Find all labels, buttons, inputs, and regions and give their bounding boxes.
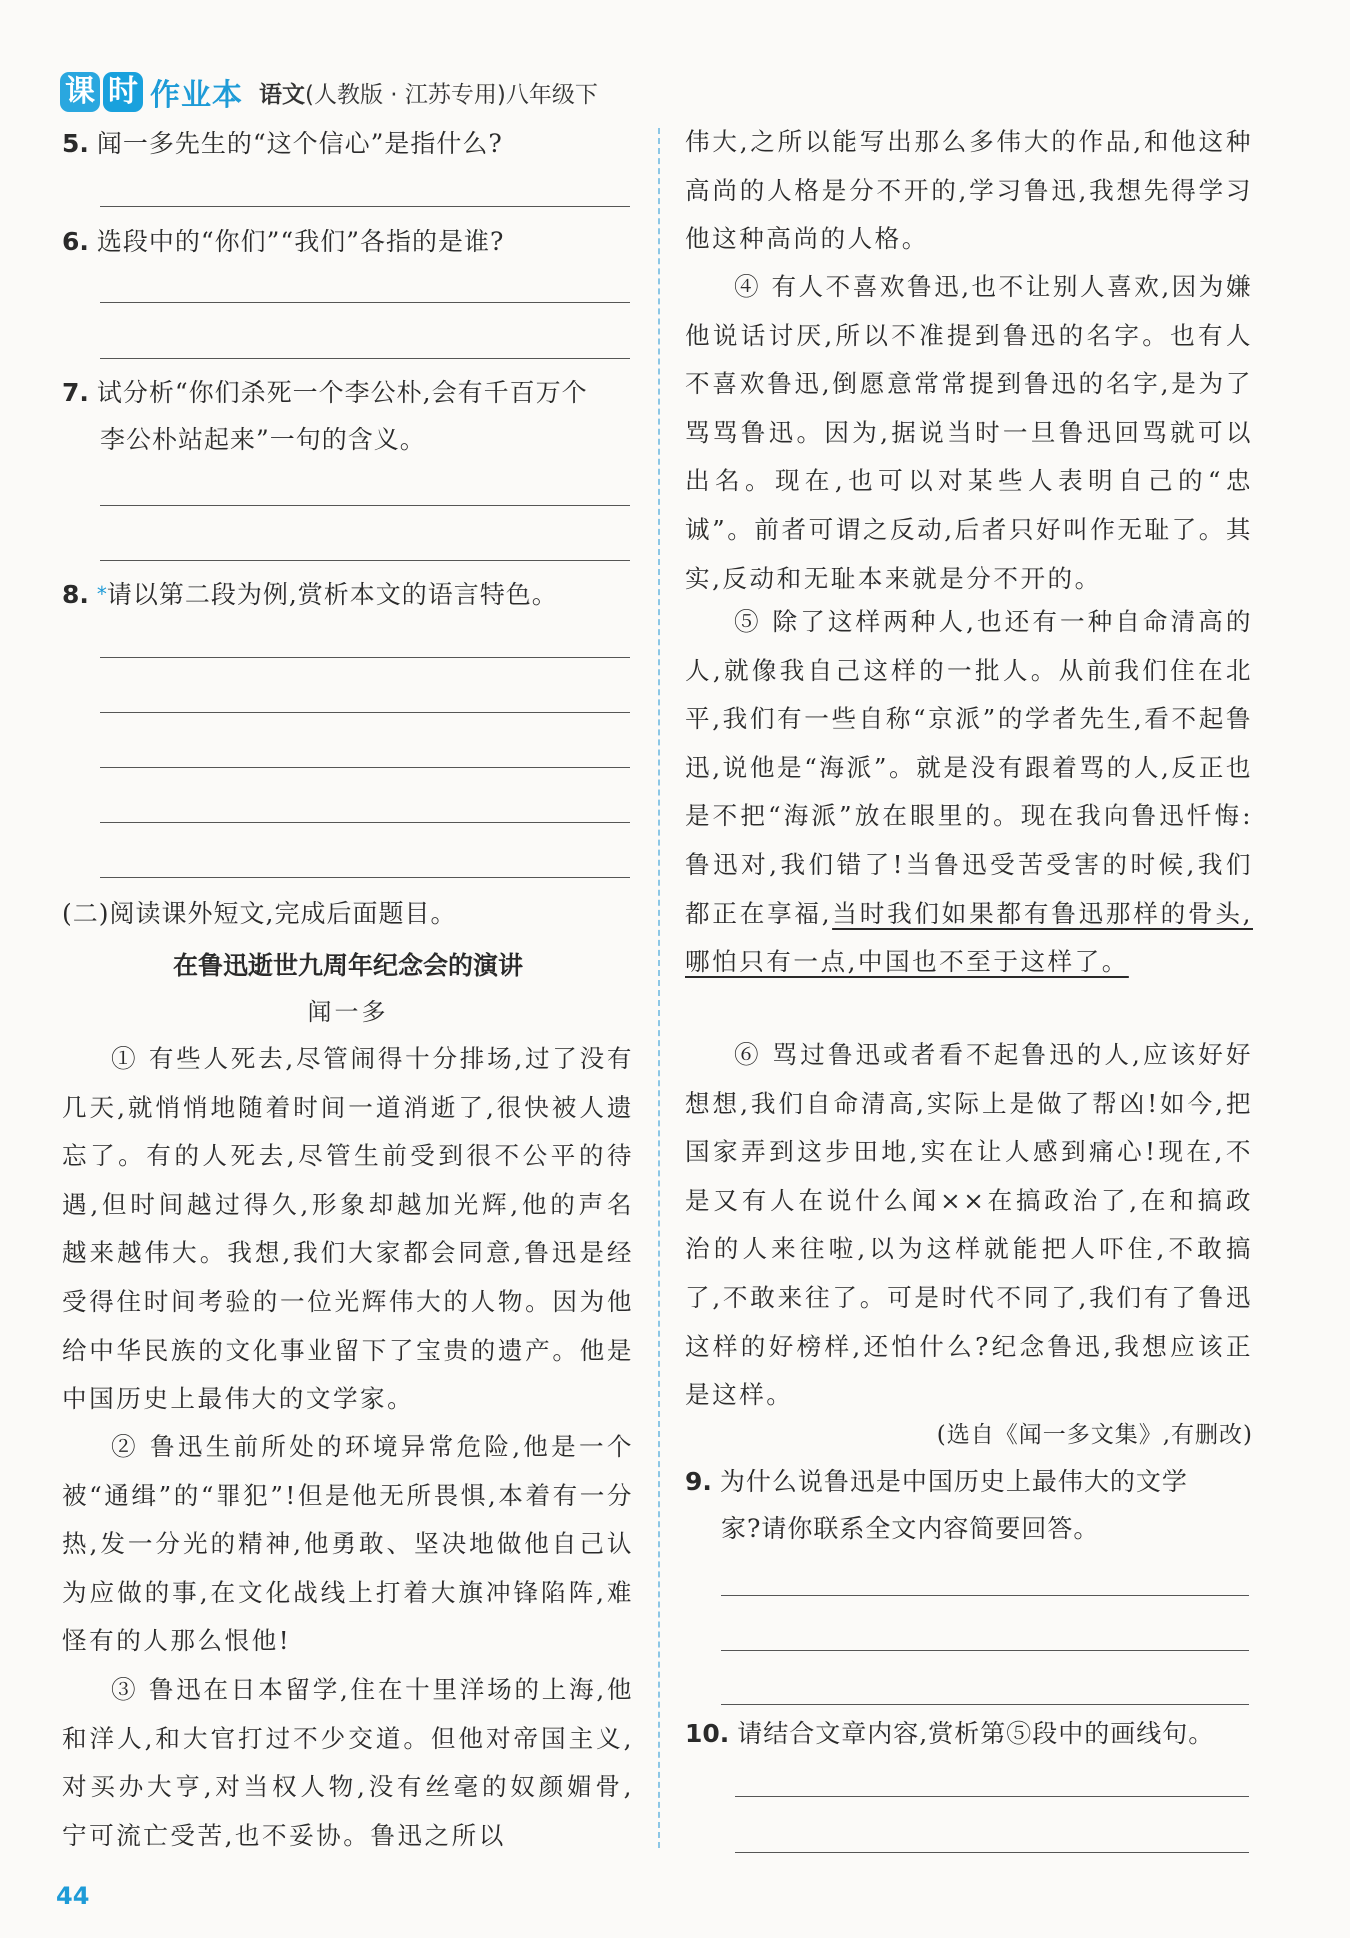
question-10 — [685, 1710, 1253, 1757]
question-6 — [62, 218, 634, 265]
question-number: 9. — [685, 1467, 712, 1496]
answer-line[interactable] — [100, 712, 630, 713]
answer-line[interactable] — [735, 1796, 1249, 1797]
answer-line[interactable] — [100, 877, 630, 878]
answer-line[interactable] — [100, 767, 630, 768]
answer-line[interactable] — [721, 1704, 1249, 1705]
logo-text: 作业本 — [150, 78, 243, 113]
article-paragraph-6: ⑥ 骂过鲁迅或者看不起鲁迅的人,应该好好想想,我们自命清高,实际上是做了帮凶!如今,把国家弄到这步田地,实在让人感到痛心!现在,不是又有人在说什么闻××在搞政治了,在和搞政治的人来往啦,以为这样就能把人吓住,不敢搞了,不敢来往了。可是时代不同了,我们有了鲁迅这样的好榜样,还怕什么?纪念鲁迅,我想应该正是这样。 — [685, 1040, 1253, 1410]
question-9 — [685, 1458, 1253, 1552]
answer-line[interactable] — [100, 822, 630, 823]
answer-line[interactable] — [100, 657, 630, 658]
subject-label: 语文 — [259, 81, 305, 108]
question-text: 请结合文章内容,赏析第⑤段中的画线句。 — [737, 1719, 1215, 1748]
article-paragraph-3: ③ 鲁迅在日本留学,住在十里洋场的上海,他和洋人,和大官打过不少交道。但他对帝国主义,对买办大亨,对当权人物,没有丝毫的奴颜媚骨,宁可流亡受苦,也不妥协。鲁迅之所以 — [62, 1675, 634, 1850]
answer-line[interactable] — [100, 302, 630, 303]
section-heading-text: (二)阅读课外短文,完成后面题目。 — [62, 899, 457, 928]
question-5 — [62, 120, 634, 167]
answer-line[interactable] — [100, 560, 630, 561]
edition-label: (人教版 · 江苏专用)八年级下 — [305, 81, 598, 108]
brand-logo — [60, 70, 243, 114]
answer-line[interactable] — [100, 505, 630, 506]
question-number: 7. — [62, 378, 89, 407]
question-number: 8. — [62, 580, 89, 609]
article-paragraph-5 — [685, 598, 1253, 987]
section-heading — [62, 890, 634, 937]
column-divider — [658, 128, 660, 1848]
question-8 — [62, 571, 634, 618]
header-subject — [259, 76, 598, 109]
question-number: 5. — [62, 129, 89, 158]
answer-line[interactable] — [721, 1650, 1249, 1651]
question-number: 10. — [685, 1719, 730, 1748]
article-title: 在鲁迅逝世九周年纪念会的演讲 — [172, 951, 523, 980]
question-7 — [62, 369, 634, 463]
logo-char-ke: 课 — [60, 72, 100, 112]
article-paragraph-4: ④ 有人不喜欢鲁迅,也不让别人喜欢,因为嫌他说话讨厌,所以不准提到鲁迅的名字。也有人不喜欢鲁迅,倒愿意常常提到鲁迅的名字,是为了骂骂鲁迅。因为,据说当时一旦鲁迅回骂就可以出名。现在,也可以对某些人表明自己的“忠诚”。前者可谓之反动,后者只好叫作无耻了。其实,反动和无耻本来就是分不开的。 — [685, 272, 1253, 593]
page-header — [60, 70, 598, 114]
difficulty-star-icon: * — [96, 582, 107, 606]
question-text: 选段中的“你们”“我们”各指的是谁? — [96, 227, 505, 256]
page-number: 44 — [56, 1882, 90, 1910]
answer-line[interactable] — [721, 1595, 1249, 1596]
answer-line[interactable] — [100, 358, 630, 359]
article-paragraph-1: ① 有些人死去,尽管闹得十分排场,过了没有几天,就悄悄地随着时间一道消逝了,很快被人遗忘了。有的人死去,尽管生前受到很不公平的待遇,但时间越过得久,形象却越加光辉,他的声名越来越伟大。我想,我们大家都会同意,鲁迅是经受得住时间考验的一位光辉伟大的人物。因为他给中华民族的文化事业留下了宝贵的遗产。他是中国历史上最伟大的文学家。 — [62, 1044, 634, 1414]
question-text: 闻一多先生的“这个信心”是指什么? — [96, 129, 503, 158]
underlined-sentence: 当时我们如果都有鲁迅那样的骨头,哪怕只有一点,中国也不至于这样了。 — [685, 898, 1253, 977]
paragraph-5-text: ⑤ 除了这样两种人,也还有一种自命清高的人,就像我自己这样的一批人。从前我们住在北平,我们有一些自称“京派”的学者先生,看不起鲁迅,说他是“海派”。就是没有跟着骂的人,反正也是不把“海派”放在眼里的。现在我向鲁迅忏悔:鲁迅对,我们错了!当鲁迅受苦受害的时候,我们都正在享福, — [685, 607, 1253, 928]
article-paragraph-2: ② 鲁迅生前所处的环境异常危险,他是一个被“通缉”的“罪犯”!但是他无所畏惧,本着有一分热,发一分光的精神,他勇敢、坚决地做他自己认为应做的事,在文化战线上打着大旗冲锋陷阵,难怪有的人那么恨他! — [62, 1432, 634, 1656]
question-number: 6. — [62, 227, 89, 256]
answer-line[interactable] — [100, 206, 630, 207]
question-text-cont: 李公朴站起来”一句的含义。 — [100, 425, 426, 454]
question-text: 试分析“你们杀死一个李公朴,会有千百万个 — [96, 378, 588, 407]
article-source: (选自《闻一多文集》,有删改) — [936, 1422, 1253, 1448]
article-author: 闻一多 — [307, 998, 389, 1026]
question-text-cont: 家?请你联系全文内容简要回答。 — [721, 1514, 1100, 1543]
logo-char-shi: 时 — [103, 72, 143, 112]
article-paragraph-3-cont: 伟大,之所以能写出那么多伟大的作品,和他这种高尚的人格是分不开的,学习鲁迅,我想先得学习他这种高尚的人格。 — [685, 127, 1253, 254]
question-text: 为什么说鲁迅是中国历史上最伟大的文学 — [719, 1467, 1188, 1496]
question-text: 请以第二段为例,赏析本文的语言特色。 — [106, 580, 558, 609]
answer-line[interactable] — [735, 1852, 1249, 1853]
